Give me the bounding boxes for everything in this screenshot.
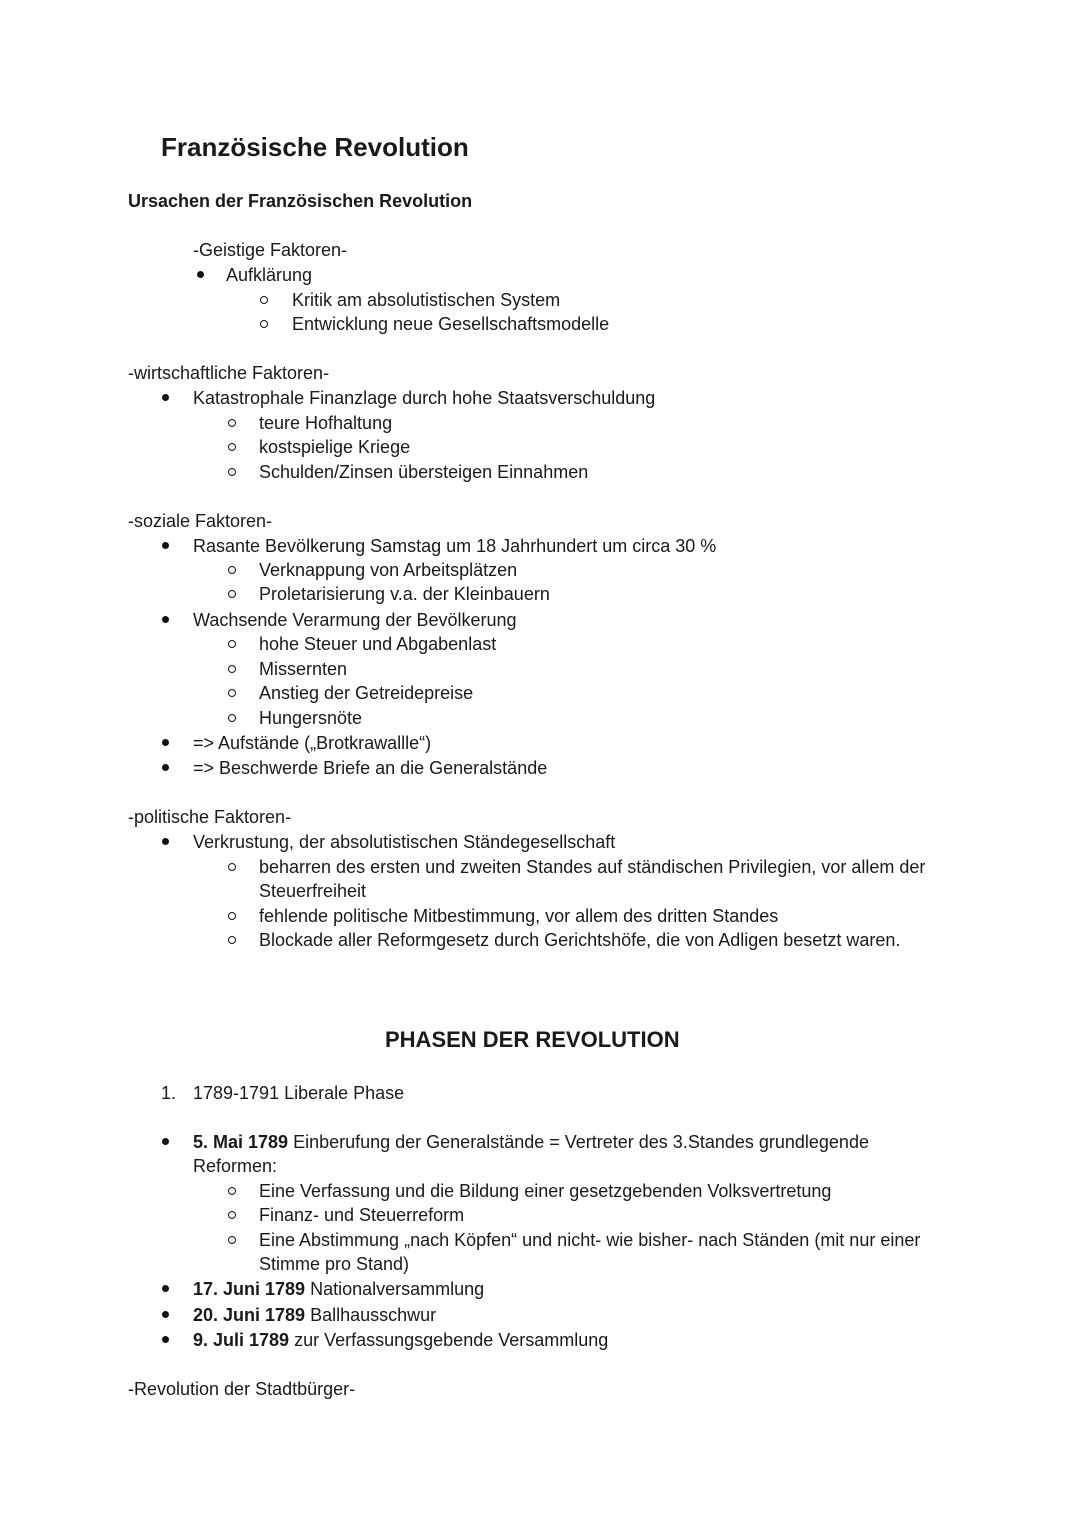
list-item: => Beschwerde Briefe an die Generalstände (193, 758, 548, 778)
item-text: Nationalversammlung (305, 1279, 485, 1299)
sub-list-item: Anstieg der Getreidepreise (259, 683, 474, 703)
bullet-icon (162, 1311, 169, 1318)
list-item: Rasante Bevölkerung Samstag um 18 Jahrhundert um circa 30 % (193, 536, 717, 556)
heading-soziale-faktoren: -soziale Faktoren- (128, 511, 273, 531)
bullet-icon (162, 1336, 169, 1343)
sub-list-item: Finanz- und Steuerreform (259, 1205, 465, 1225)
heading-revolution-der-stadtbuerger: -Revolution der Stadtbürger- (128, 1379, 356, 1399)
circle-bullet-icon (228, 689, 236, 697)
list-item: Wachsende Verarmung der Bevölkerung (193, 610, 517, 630)
list-item: Verkrustung, der absolutistischen Ständegesellschaft (193, 832, 616, 852)
list-item: Aufklärung (226, 265, 313, 285)
sub-list-item-continuation: Stimme pro Stand) (259, 1254, 410, 1274)
sub-list-item: Eine Abstimmung „nach Köpfen“ und nicht- wie bisher- nach Ständen (mit nur einer (259, 1230, 921, 1250)
bullet-icon (162, 616, 169, 623)
item-text: zur Verfassungsgebende Versammlung (289, 1330, 609, 1350)
circle-bullet-icon (228, 419, 236, 427)
sub-list-item: Entwicklung neue Gesellschaftsmodelle (292, 314, 610, 334)
sub-list-item: fehlende politische Mitbestimmung, vor allem des dritten Standes (259, 906, 779, 926)
bullet-icon (162, 394, 169, 401)
list-item (193, 1329, 608, 1351)
date-label: 20. Juni 1789 (193, 1305, 306, 1325)
sub-list-item: kostspielige Kriege (259, 437, 411, 457)
list-number: 1. (161, 1083, 177, 1103)
circle-bullet-icon (228, 566, 236, 574)
sub-list-item: hohe Steuer und Abgabenlast (259, 634, 497, 654)
list-item: Katastrophale Finanzlage durch hohe Staatsverschuldung (193, 388, 656, 408)
circle-bullet-icon (228, 640, 236, 648)
sub-list-item: Verknappung von Arbeitsplätzen (259, 560, 518, 580)
sub-list-item: teure Hofhaltung (259, 413, 393, 433)
page-title: Französische Revolution (161, 132, 469, 162)
sub-list-item: Proletarisierung v.a. der Kleinbauern (259, 584, 550, 604)
numbered-list-item: 1789-1791 Liberale Phase (193, 1083, 405, 1103)
sub-list-item: Schulden/Zinsen übersteigen Einnahmen (259, 462, 589, 482)
circle-bullet-icon (228, 912, 236, 920)
bullet-icon (162, 838, 169, 845)
circle-bullet-icon (228, 590, 236, 598)
item-text: Ballhausschwur (305, 1305, 437, 1325)
circle-bullet-icon (260, 296, 268, 304)
circle-bullet-icon (228, 1236, 236, 1244)
list-item: => Aufstände („Brotkrawallle“) (193, 733, 432, 753)
bullet-icon (162, 1285, 169, 1292)
date-label: 9. Juli 1789 (193, 1330, 290, 1350)
sub-list-item: beharren des ersten und zweiten Standes auf ständischen Privilegien, vor allem der (259, 857, 926, 877)
date-label: 5. Mai 1789 (193, 1132, 289, 1152)
circle-bullet-icon (260, 320, 268, 328)
sub-list-item: Blockade aller Reformgesetz durch Gerichtshöfe, die von Adligen besetzt waren. (259, 930, 901, 950)
sub-list-item: Missernten (259, 659, 348, 679)
circle-bullet-icon (228, 1187, 236, 1195)
bullet-icon (162, 1138, 169, 1145)
date-label: 17. Juni 1789 (193, 1279, 306, 1299)
section-subtitle: Ursachen der Französischen Revolution (128, 191, 473, 211)
bullet-icon (162, 764, 169, 771)
sub-list-item: Eine Verfassung und die Bildung einer gesetzgebenden Volksvertretung (259, 1181, 832, 1201)
phasen-heading: PHASEN DER REVOLUTION (385, 1027, 680, 1052)
item-text: Einberufung der Generalstände = Vertreter des 3.Standes grundlegende (288, 1132, 869, 1152)
heading-geistige-faktoren: -Geistige Faktoren- (193, 240, 348, 260)
circle-bullet-icon (228, 863, 236, 871)
heading-wirtschaftliche-faktoren: -wirtschaftliche Faktoren- (128, 363, 330, 383)
circle-bullet-icon (228, 714, 236, 722)
circle-bullet-icon (228, 468, 236, 476)
sub-list-item-continuation: Steuerfreiheit (259, 881, 367, 901)
circle-bullet-icon (228, 665, 236, 673)
heading-politische-faktoren: -politische Faktoren- (128, 807, 292, 827)
bullet-icon (162, 739, 169, 746)
sub-list-item: Kritik am absolutistischen System (292, 290, 561, 310)
circle-bullet-icon (228, 936, 236, 944)
bullet-icon (162, 542, 169, 549)
circle-bullet-icon (228, 1211, 236, 1219)
list-item (193, 1131, 869, 1153)
list-item-continuation: Reformen: (193, 1156, 278, 1176)
sub-list-item: Hungersnöte (259, 708, 363, 728)
list-item (193, 1278, 484, 1300)
list-item (193, 1304, 436, 1326)
circle-bullet-icon (228, 443, 236, 451)
bullet-icon (197, 271, 204, 278)
